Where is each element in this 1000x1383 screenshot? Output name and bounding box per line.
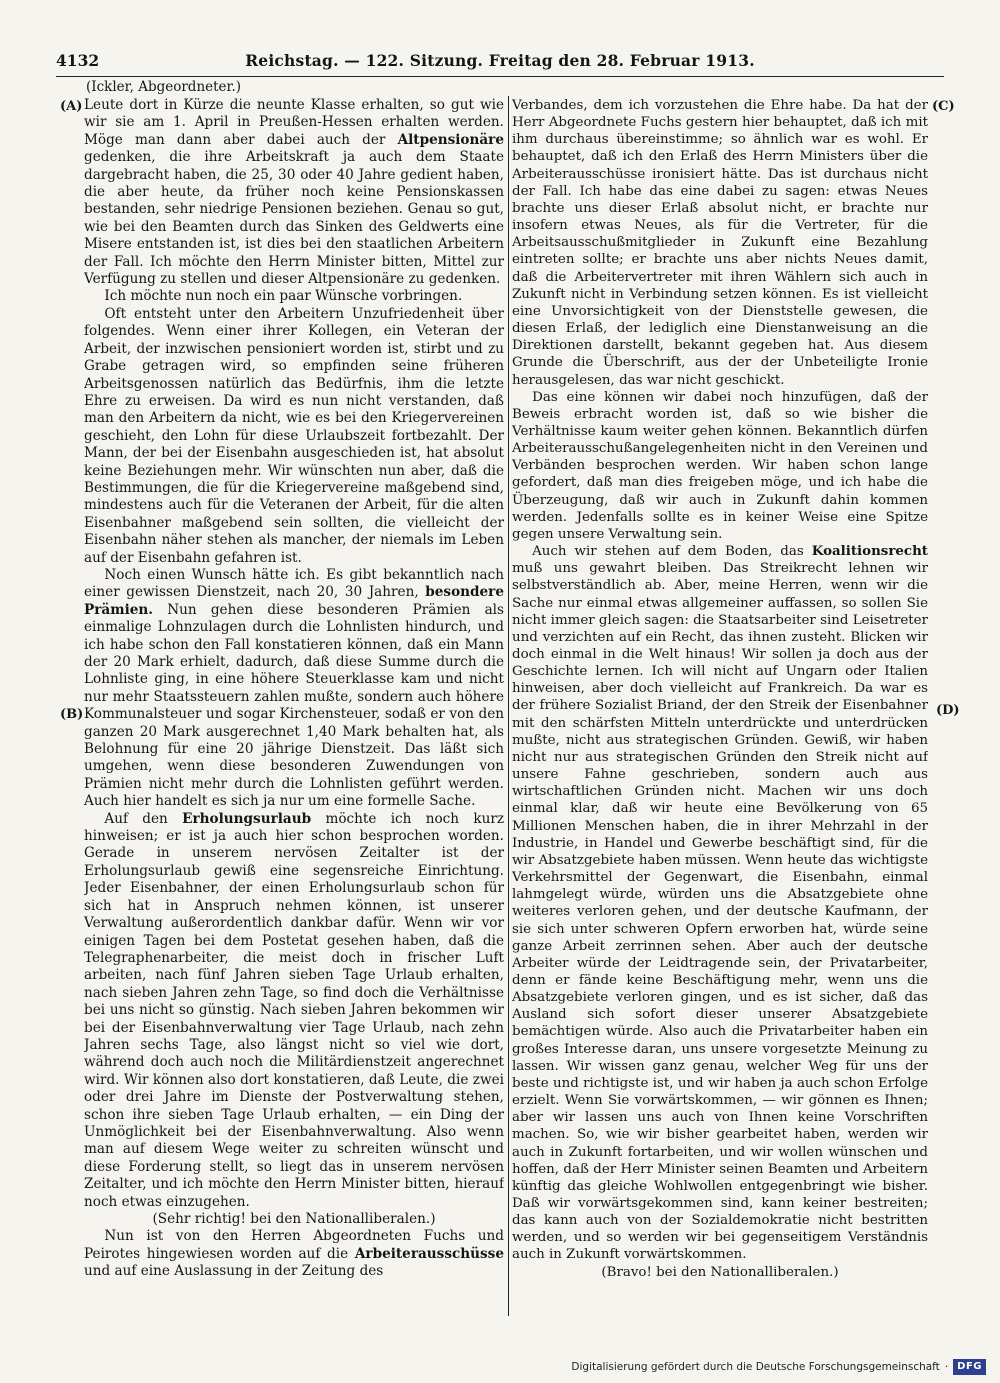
- footer-credit: Digitalisierung gefördert durch die Deutsche Forschungsgemeinschaft · DFG: [571, 1357, 986, 1377]
- paragraph: Leute dort in Kürze die neunte Klasse erhalten, so gut wie wir sie am 1. April in Preußen-Hessen erhalten werden. Möge man dann aber dabei auch der Altpensionäre gedenken, die ihre Arbeitskraft ja auch dem Staate dargebracht haben, die 25, 30 oder 40 Jahre gedient haben, die aber heute, da früher noch keine Pensionskassen bestanden, sehr niedrige Pensionen beziehen. Genau so gut, wie bei den Beamten durch das Sinken des Geldwerts eine Misere entstanden ist, ist dies bei den staatlichen Arbeitern der Fall. Ich möchte den Herrn Minister bitten, Mittel zur Verfügung zu stellen und dieser Altpensionäre zu gedenken.: [84, 97, 504, 288]
- margin-marker-d: (D): [936, 703, 960, 718]
- margin-marker-a: (A): [60, 99, 83, 114]
- margin-marker-b: (B): [60, 707, 84, 722]
- paragraph: Oft entsteht unter den Arbeitern Unzufriedenheit über folgendes. Wenn einer ihrer Kollegen, ein Veteran der Arbeit, der inzwischen pensioniert worden ist, stirbt und zu Grabe getragen wird, so empfinden seine früheren Arbeitsgenossen natürlich das Bedürfnis, ihm die letzte Ehre zu erweisen. Da wird es nun nicht verstanden, daß man den Arbeitern da nicht, wie es bei den Kriegervereinen geschieht, den Lohn für diese Urlaubszeit fortbezahlt. Der Mann, der bei der Eisenbahn ausgeschieden ist, hat absolut keine Beziehungen mehr. Wir wünschten nun aber, daß die Bestimmungen, die für die Kriegervereine maßgebend sind, mindestens auch für die Veteranen der Arbeit, für die alten Eisenbahner maßgebend sein sollten, die vielleicht der Eisenbahn näher stehen als mancher, der niemals im Leben auf der Eisenbahn gefahren ist.: [84, 305, 504, 566]
- page-number: 4132: [56, 51, 100, 70]
- dfg-logo: DFG: [953, 1359, 986, 1375]
- right-column: [512, 97, 928, 1307]
- paragraph: Ich möchte nun noch ein paar Wünsche vorbringen.: [104, 288, 463, 305]
- running-title: Reichstag. — 122. Sitzung. Freitag den 28. Februar 1913.: [245, 51, 755, 70]
- paragraph: Das eine können wir dabei noch hinzufügen, daß der Beweis erbracht worden ist, daß so wie bisher die Verhältnisse kaum weiter gehen können. Bekanntlich dürfen Arbeiterausschußangelegenheiten nicht in den Vereinen und Verbänden besprochen werden. Wir haben schon lange gefordert, daß man dies freigeben möge, und ich habe die Überzeugung, daß wir auch in Zukunft dahin kommen werden. Jedenfalls sollte es in keiner Weise eine Spitze gegen unsere Verwaltung sein.: [512, 389, 928, 542]
- header-rule: [56, 76, 944, 77]
- margin-marker-c: (C): [932, 99, 955, 114]
- left-column: [84, 97, 504, 1315]
- page-header: [56, 46, 944, 76]
- interjection: (Sehr richtig! bei den Nationalliberalen.): [152, 1211, 436, 1227]
- paragraph: Noch einen Wunsch hätte ich. Es gibt bekanntlich nach einer gewissen Dienstzeit, nach 20, 30 Jahren, besondere Prämien. Nun gehen diese besonderen Prämien als einmalige Lohnzulagen durch die Lohnlisten hindurch, und ich habe schon den Fall konstatieren können, daß ein Mann der 20 Mark erhielt, dadurch, daß diese Summe durch die Lohnliste ging, in eine höhere Steuerklasse kam und nicht nur mehr Staatssteuern zahlen mußte, sondern auch höhere Kommunalsteuer und sogar Kirchensteuer, sodaß er von den ganzen 20 Mark ausgerechnet 1,40 Mark behalten hat, als Belohnung für eine 20 jährige Dienstzeit. Das läßt sich umgehen, wenn diese besonderen Zuwendungen von Prämien nicht mehr durch die Lohnlisten geführt werden. Auch hier handelt es sich ja nur um eine formelle Sache.: [84, 566, 504, 810]
- speaker-note: (Ickler, Abgeordneter.): [86, 79, 242, 95]
- paragraph: Auch wir stehen auf dem Boden, das Koalitionsrecht muß uns gewahrt bleiben. Das Streikrecht lehnen wir selbstverständlich ab. Aber, meine Herren, wenn wir die Sache nur einmal etwas allgemeiner auffassen, so sollen Sie nicht immer gleich sagen: die Staatsarbeiter sind Leisetreter und verzichten auf ein Recht, das ihnen zusteht. Blicken wir doch einmal in die Welt hinaus! Wir sollen ja doch aus der Geschichte lernen. Ich will nicht auf Ungarn oder Italien hinweisen, aber doch vielleicht auf Frankreich. Da war es der frühere Sozialist Briand, der den Streik der Eisenbahner mit den schärfsten Mitteln unterdrückte und unterdrücken mußte, nicht aus strategischen Gründen. Gewiß, wir haben nicht nur aus strategischen Gründen den Streik nicht auf unsere Fahne geschrieben, sondern auch aus wirtschaftlichen Gründen nicht. Machen wir uns doch einmal klar, daß wir heute eine Bevölkerung von 65 Millionen Menschen haben, die in ihrer Mehrzahl in der Industrie, in Handel und Gewerbe beschäftigt sind, für die wir Absatzgebiete haben müssen. Wenn heute das wichtigste Verkehrsmittel der Gegenwart, die Eisenbahn, einmal lahmgelegt würde, würden uns die Absatzgebiete ohne weiteres verloren gehen, und der deutsche Kaufmann, der sie sich unter schweren Opfern erworben hat, würde seine ganze Arbeit zerrinnen sehen. Aber auch der deutsche Arbeiter würde der Leidtragende sein, der Privatarbeiter, denn er fände keine Beschäftigung mehr, wenn uns die Absatzgebiete verloren gingen, und es ist sicher, daß das Ausland sich sofort dieser unserer Absatzgebiete bemächtigen würde. Also auch die Privatarbeiter haben ein großes Interesse daran, uns unsere vorgesetzte Meinung zu lassen. Wir wissen ganz genau, welcher Weg für uns der beste und richtigste ist, und wir haben ja auch schon Erfolge erzielt. Wenn Sie vorwärtskommen, — wir gönnen es Ihnen; aber wir lassen uns auch von Ihnen keine Vorschriften machen. So, wie wir bisher gearbeitet haben, werden wir auch in Zukunft fortarbeiten, und wir wollen wünschen und hoffen, daß der Herr Minister seinen Beamten und Arbeitern künftig das gleiche Wohlwollen entgegenbringt wie bisher. Daß wir vorwärtsgekommen sind, kann keiner bestreiten; das kann auch von der Sozialdemokratie nicht bestritten werden, und so werden wir bei gegenseitigem Verständnis auch in Zukunft vorwärtskommen.: [512, 543, 928, 1263]
- column-divider: [508, 96, 509, 1316]
- paragraph: Verbandes, dem ich vorzustehen die Ehre habe. Da hat der Herr Abgeordnete Fuchs gestern hier behauptet, daß ich mit ihm durchaus übereinstimme; so ähnlich war es wohl. Er behauptet, daß ich den Erlaß des Herrn Ministers über die Arbeiterausschüsse ironisiert hätte. Das ist durchaus nicht der Fall. Ich habe das eine dabei zu sagen: etwas Neues brachte uns dieser Erlaß absolut nicht, er brachte nur insofern etwas Neues, als für die Vertreter, für die Arbeitsausschußmitglieder in Zukunft eine Bezahlung eintreten sollte; er brachte uns aber nichts Neues damit, daß die Arbeitervertreter mit ihren Wählern sich auch in Zukunft nicht in Verbindung setzen können. Es ist vielleicht eine Unvorsichtigkeit von der Dienststelle gewesen, die diesen Erlaß, der lediglich eine Dienstanweisung an die Direktionen darstellt, bekannt gegeben hat. Aus diesem Grunde die Überschrift, aus der der Unbeteiligte Ironie herausgelesen, das war nicht geschickt.: [512, 98, 928, 388]
- footer-text: Digitalisierung gefördert durch die Deutsche Forschungsgemeinschaft: [571, 1361, 940, 1373]
- interjection: (Bravo! bei den Nationalliberalen.): [601, 1264, 839, 1280]
- paragraph: Auf den Erholungsurlaub möchte ich noch kurz hinweisen; er ist ja auch hier schon besprochen worden. Gerade in unserem nervösen Zeitalter ist der Erholungsurlaub gewiß eine segensreiche Einrichtung. Jeder Eisenbahner, der einen Erholungsurlaub schon für sich hat in Anspruch nehmen können, ist unserer Verwaltung außerordentlich dankbar dafür. Wenn wir vor einigen Tagen bei dem Postetat gesehen haben, daß die Telegraphenarbeiter, die meist doch in frischer Luft arbeiten, nach fünf Jahren sieben Tage Urlaub erhalten, nach sieben Jahren zehn Tage, so find doch die Verhältnisse bei uns nicht so günstig. Nach sieben Jahren bekommen wir bei der Eisenbahnverwaltung vier Tage Urlaub, nach zehn Jahren sechs Tage, also längst nicht so viel wie dort, während doch auch noch die Militärdienstzeit angerechnet wird. Wir können also dort konstatieren, daß Leute, die zwei oder drei Jahre im Dienste der Postverwaltung stehen, schon ihre sieben Tage Urlaub erhalten, — ein Ding der Unmöglichkeit bei der Eisenbahnverwaltung. Also wenn man auf diesem Wege weiter zu schreiten wünscht und diese Forderung stellt, so liegt das in unserem nervösen Zeitalter, und ich möchte den Herrn Minister bitten, hierauf noch etwas einzugehen.: [84, 810, 504, 1210]
- paragraph: Nun ist von den Herren Abgeordneten Fuchs und Peirotes hingewiesen worden auf die Arbeiterausschüsse und auf eine Auslassung in der Zeitung des: [84, 1228, 504, 1280]
